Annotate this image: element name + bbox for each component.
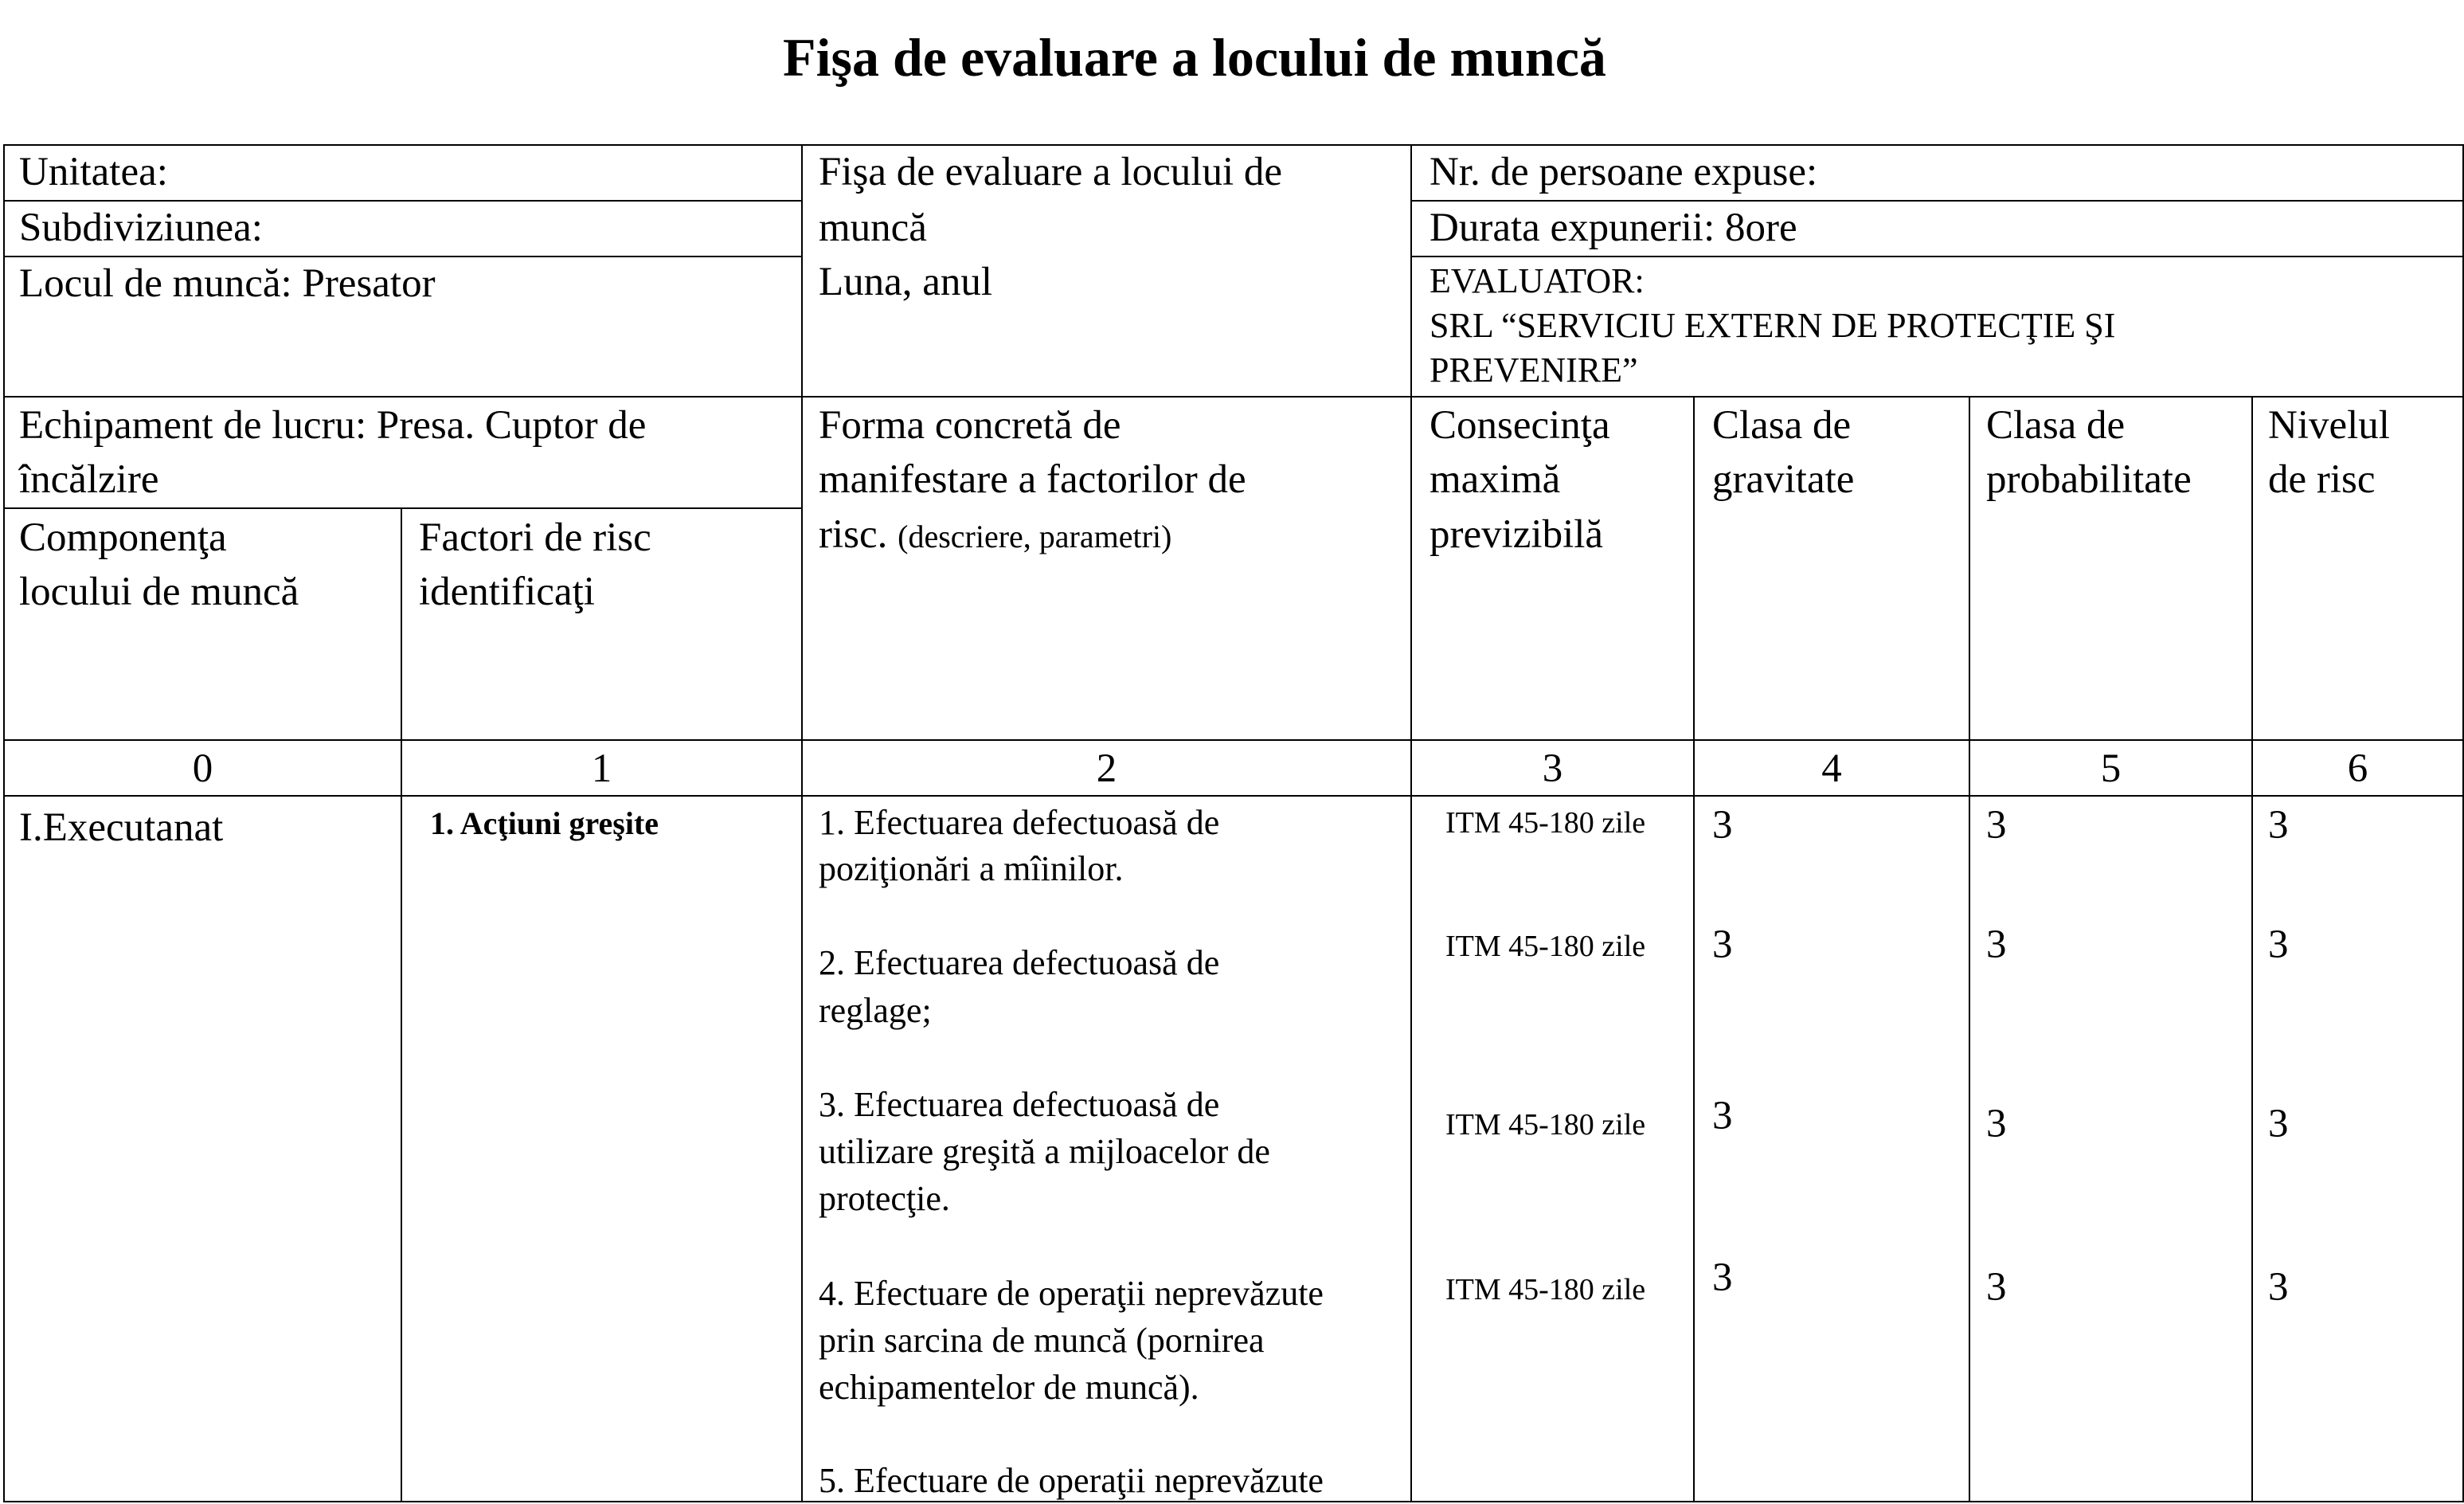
item-2-line2: reglage; <box>819 991 932 1030</box>
subdiviziunea-label: Subdiviziunea: <box>19 206 263 250</box>
grid-line <box>3 507 803 509</box>
item-3-gravitate: 3 <box>1712 1094 1733 1138</box>
item-4-consecinta: ITM 45-180 zile <box>1445 1273 1646 1306</box>
consecinta-header-line2: maximă <box>1430 457 1561 502</box>
componenta-value: I.Executanat <box>19 805 224 850</box>
item-5-line1: 5. Efectuare de operaţii neprevăzute <box>819 1461 1324 1500</box>
item-4-line1: 4. Efectuare de operaţii neprevăzute <box>819 1274 1324 1313</box>
item-1-line2: poziţionări a mîinilor. <box>819 849 1124 888</box>
forma-header-descriere: (descriere, parametri) <box>898 519 1172 554</box>
forma-header-line3 <box>819 507 1171 564</box>
item-1-probabilitate: 3 <box>1986 803 2007 848</box>
componenta-header-line1: Componenţa <box>19 515 227 560</box>
item-1-nivel: 3 <box>2268 803 2289 848</box>
probabilitate-header-line1: Clasa de <box>1986 403 2126 448</box>
gravitate-header-line2: gravitate <box>1712 457 1855 502</box>
item-4-gravitate: 3 <box>1712 1255 1733 1300</box>
evaluator-label: EVALUATOR: <box>1430 261 1645 300</box>
forma-header-line1: Forma concretă de <box>819 403 1121 448</box>
item-1-gravitate: 3 <box>1712 803 1733 848</box>
nivel-header-line2: de risc <box>2268 457 2376 502</box>
item-2-gravitate: 3 <box>1712 922 1733 967</box>
evaluator-name-line2: PREVENIRE” <box>1430 351 1638 390</box>
grid-line <box>1412 256 2464 257</box>
nivel-header-line1: Nivelul <box>2268 403 2390 448</box>
grid-line <box>2251 396 2253 1502</box>
unitatea-label: Unitatea: <box>19 150 168 194</box>
column-number: 2 <box>1096 746 1117 791</box>
grid-line <box>1969 396 1970 1502</box>
forma-header-risc: risc. <box>819 512 888 557</box>
grid-line <box>3 739 2464 741</box>
luna-anul-label: Luna, anul <box>819 260 993 304</box>
consecinta-header-line1: Consecinţa <box>1430 403 1610 448</box>
item-4-line2: prin sarcina de muncă (pornirea <box>819 1321 1265 1360</box>
column-number: 6 <box>2347 746 2368 791</box>
factor-value: 1. Acţiuni greşite <box>430 805 659 841</box>
column-number: 1 <box>591 746 612 791</box>
item-3-line1: 3. Efectuarea defectuoasă de <box>819 1085 1220 1124</box>
item-2-line1: 2. Efectuarea defectuoasă de <box>819 943 1220 982</box>
item-1-line1: 1. Efectuarea defectuoasă de <box>819 803 1220 842</box>
item-3-nivel: 3 <box>2268 1102 2289 1146</box>
column-number: 5 <box>2100 746 2122 791</box>
grid-line <box>1410 144 1412 1502</box>
grid-line <box>3 396 2464 398</box>
item-3-consecinta: ITM 45-180 zile <box>1445 1108 1646 1142</box>
gravitate-header-line1: Clasa de <box>1712 403 1852 448</box>
item-3-probabilitate: 3 <box>1986 1102 2007 1146</box>
forma-header-line2: manifestare a factorilor de <box>819 457 1246 502</box>
column-number: 4 <box>1821 746 1842 791</box>
locul-de-munca-label: Locul de muncă: Presator <box>19 261 436 306</box>
echipament-line1: Echipament de lucru: Presa. Cuptor de <box>19 403 647 448</box>
item-1-consecinta: ITM 45-180 zile <box>1445 806 1646 840</box>
grid-line <box>1693 396 1695 1502</box>
item-2-probabilitate: 3 <box>1986 922 2007 967</box>
grid-line <box>801 144 803 1502</box>
factori-header-line1: Factori de risc <box>419 515 651 560</box>
evaluator-name-line1: SRL “SERVICIU EXTERN DE PROTECŢIE ŞI <box>1430 306 2116 345</box>
fisa-title-line1: Fişa de evaluare a locului de <box>819 150 1283 194</box>
durata-expunerii-label: Durata expunerii: 8ore <box>1430 206 1797 250</box>
consecinta-header-line3: previzibilă <box>1430 512 1604 557</box>
item-4-nivel: 3 <box>2268 1265 2289 1310</box>
grid-line <box>3 144 5 1502</box>
item-3-line2: utilizare greşită a mijloacelor de <box>819 1132 1270 1171</box>
grid-line <box>401 507 402 1502</box>
nr-persoane-label: Nr. de persoane expuse: <box>1430 150 1818 194</box>
fisa-title-line2: muncă <box>819 206 927 250</box>
item-4-probabilitate: 3 <box>1986 1265 2007 1310</box>
probabilitate-header-line2: probabilitate <box>1986 457 2192 502</box>
item-3-line3: protecţie. <box>819 1179 950 1218</box>
item-2-nivel: 3 <box>2268 922 2289 967</box>
column-number: 0 <box>192 746 213 791</box>
componenta-header-line2: locului de muncă <box>19 570 299 614</box>
item-2-consecinta: ITM 45-180 zile <box>1445 930 1646 963</box>
document-title: Fişa de evaluare a locului de muncă <box>783 27 1606 88</box>
column-number: 3 <box>1542 746 1563 791</box>
item-4-line3: echipamentelor de muncă). <box>819 1368 1199 1407</box>
echipament-line2: încălzire <box>19 457 159 502</box>
factori-header-line2: identificaţi <box>419 570 595 614</box>
